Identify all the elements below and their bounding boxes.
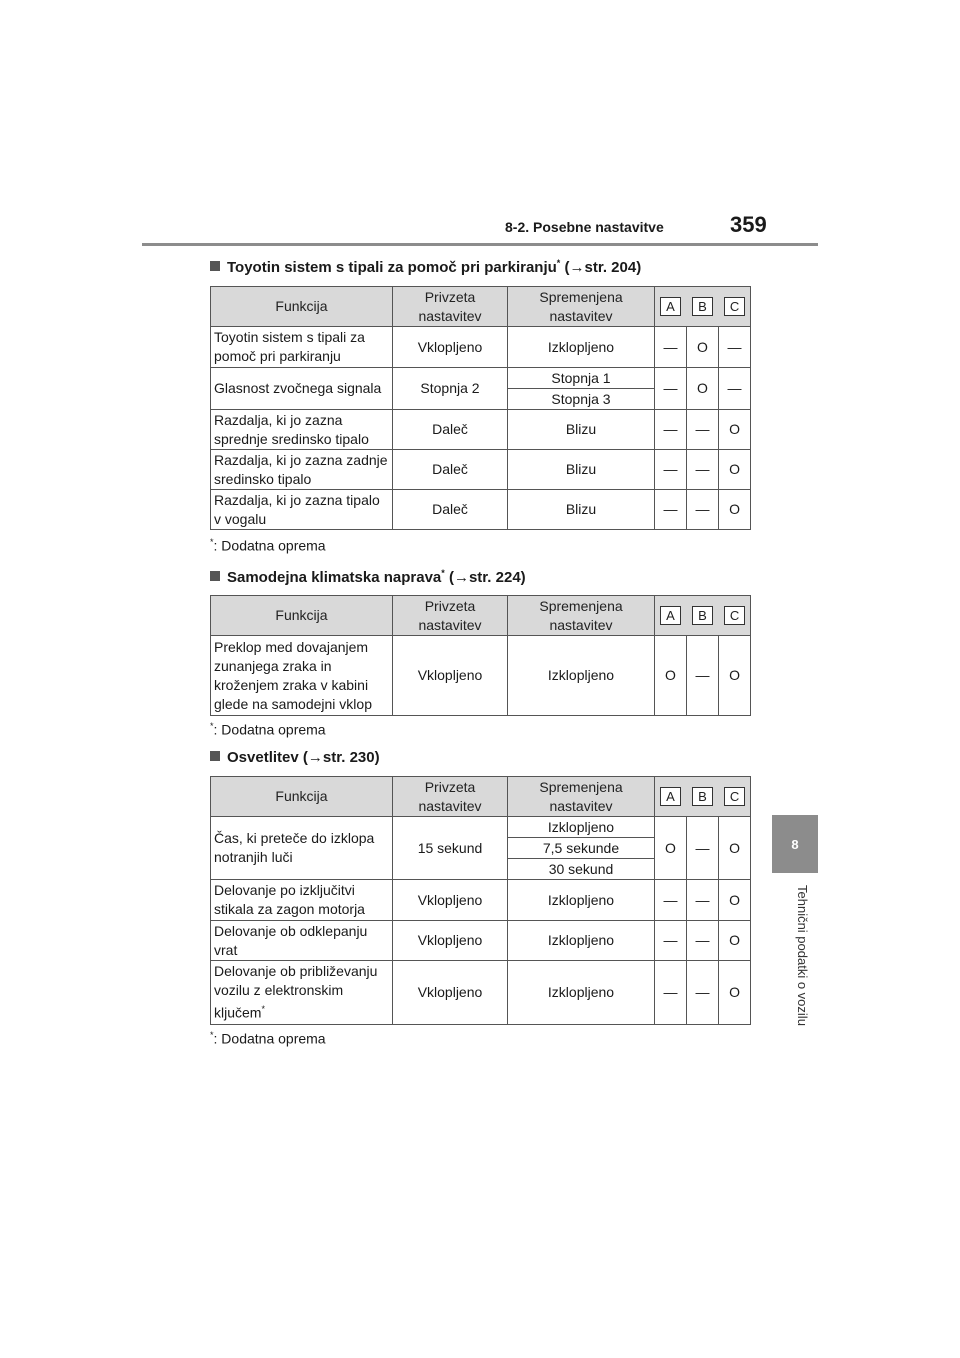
footnote <box>210 1030 326 1047</box>
table-row <box>211 490 751 530</box>
table-row <box>211 961 751 1025</box>
cell-a: O <box>655 636 687 716</box>
letter-b-box: B <box>692 297 713 316</box>
column-header-custom: Spremenjena nastavitev <box>508 287 655 327</box>
cell-custom: Blizu <box>508 490 655 530</box>
section-heading-parking-sensors <box>210 258 641 276</box>
table-header-row <box>211 777 751 817</box>
cell-b: O <box>687 327 719 368</box>
cell-b: — <box>687 817 719 880</box>
column-header-default: Privzeta nastavitev <box>393 596 508 636</box>
square-bullet-icon <box>210 571 220 581</box>
cell-c: O <box>719 817 751 880</box>
table-row <box>211 368 751 389</box>
cell-custom: Stopnja 1 <box>508 368 655 389</box>
page-reference: (→str. 224) <box>448 569 526 586</box>
settings-table-climate <box>210 595 751 716</box>
cell-b: — <box>687 921 719 961</box>
page-reference: (→str. 204) <box>564 259 642 276</box>
cell-c: O <box>719 921 751 961</box>
cell-function: Toyotin sistem s tipali za pomoč pri parkiranju <box>211 327 393 368</box>
letter-b-box: B <box>692 606 713 625</box>
footnote-text: : Dodatna oprema <box>213 1030 326 1047</box>
cell-function: Glasnost zvočnega signala <box>211 368 393 410</box>
letter-a-box: A <box>660 787 681 806</box>
cell-a: — <box>655 921 687 961</box>
cell-custom: Izklopljeno <box>508 636 655 716</box>
cell-c: O <box>719 961 751 1025</box>
cell-function: Čas, ki preteče do izklopa notranjih luči <box>211 817 393 880</box>
section-title: Samodejna klimatska naprava <box>227 569 442 586</box>
table-row <box>211 636 751 716</box>
table-row <box>211 880 751 921</box>
footnote <box>210 721 326 738</box>
cell-function: Razdalja, ki jo zazna tipalo v vogalu <box>211 490 393 530</box>
table-row <box>211 921 751 961</box>
column-header-custom: Spremenjena nastavitev <box>508 596 655 636</box>
cell-default: Daleč <box>393 410 508 450</box>
cell-custom: Izklopljeno <box>508 921 655 961</box>
cell-function: Delovanje ob odklepanju vrat <box>211 921 393 961</box>
cell-default: Vklopljeno <box>393 961 508 1025</box>
page-number: 359 <box>730 212 767 237</box>
cell-default: Daleč <box>393 490 508 530</box>
letter-a-box: A <box>660 606 681 625</box>
table-row <box>211 327 751 368</box>
cell-c: — <box>719 327 751 368</box>
column-header-function: Funkcija <box>211 287 393 327</box>
footnote <box>210 537 326 554</box>
cell-custom: Blizu <box>508 410 655 450</box>
settings-table-parking-sensors <box>210 286 751 530</box>
square-bullet-icon <box>210 751 220 761</box>
table-header-row <box>211 287 751 327</box>
cell-a: — <box>655 368 687 410</box>
cell-b: — <box>687 490 719 530</box>
cell-function: Razdalja, ki jo zazna sprednje sredinsko tipalo <box>211 410 393 450</box>
footnote-text: : Dodatna oprema <box>213 537 326 554</box>
cell-default: Daleč <box>393 450 508 490</box>
footnote-text: : Dodatna oprema <box>213 721 326 738</box>
letter-c-box: C <box>724 297 745 316</box>
cell-b: — <box>687 410 719 450</box>
cell-a: O <box>655 817 687 880</box>
cell-c: — <box>719 368 751 410</box>
cell-a: — <box>655 327 687 368</box>
chapter-side-title: Tehnični podatki o vozilu <box>795 885 810 1026</box>
page-reference: (→str. 230) <box>302 749 380 766</box>
column-header-function: Funkcija <box>211 777 393 817</box>
asterisk: * <box>261 1004 265 1015</box>
section-heading-climate <box>210 568 526 586</box>
cell-a: — <box>655 880 687 921</box>
column-header-abc <box>655 777 751 817</box>
header-section-title: 8-2. Posebne nastavitve <box>505 219 664 235</box>
cell-custom: Izklopljeno <box>508 327 655 368</box>
cell-c: O <box>719 410 751 450</box>
table-row <box>211 450 751 490</box>
cell-function <box>211 961 393 1025</box>
cell-default: Vklopljeno <box>393 636 508 716</box>
cell-default: Vklopljeno <box>393 880 508 921</box>
cell-function: Delovanje po izključitvi stikala za zagon motorja <box>211 880 393 921</box>
letter-b-box: B <box>692 787 713 806</box>
section-title: Toyotin sistem s tipali za pomoč pri parkiranju <box>227 259 557 276</box>
cell-default: Vklopljeno <box>393 921 508 961</box>
section-title: Osvetlitev <box>227 749 299 766</box>
cell-c: O <box>719 880 751 921</box>
cell-function: Razdalja, ki jo zazna zadnje sredinsko tipalo <box>211 450 393 490</box>
header-divider <box>142 243 818 246</box>
cell-b: — <box>687 636 719 716</box>
cell-a: — <box>655 961 687 1025</box>
cell-custom: Izklopljeno <box>508 961 655 1025</box>
column-header-default: Privzeta nastavitev <box>393 287 508 327</box>
cell-custom: Izklopljeno <box>508 817 655 838</box>
cell-c: O <box>719 636 751 716</box>
column-header-default: Privzeta nastavitev <box>393 777 508 817</box>
asterisk: * <box>210 537 214 547</box>
asterisk: * <box>441 568 445 578</box>
cell-custom: Blizu <box>508 450 655 490</box>
cell-default: 15 sekund <box>393 817 508 880</box>
cell-function: Preklop med dovajanjem zunanjega zraka in kroženjem zraka v kabini glede na samodejni vklop <box>211 636 393 716</box>
cell-custom: 30 sekund <box>508 859 655 880</box>
asterisk: * <box>556 258 561 268</box>
cell-b: — <box>687 880 719 921</box>
cell-default: Stopnja 2 <box>393 368 508 410</box>
cell-c: O <box>719 450 751 490</box>
cell-custom: Stopnja 3 <box>508 389 655 410</box>
square-bullet-icon <box>210 261 220 271</box>
cell-custom: 7,5 sekunde <box>508 838 655 859</box>
cell-default: Vklopljeno <box>393 327 508 368</box>
table-header-row <box>211 596 751 636</box>
chapter-tab: 8 <box>772 815 818 873</box>
column-header-function: Funkcija <box>211 596 393 636</box>
column-header-abc <box>655 596 751 636</box>
settings-table-lighting <box>210 776 751 1025</box>
column-header-custom: Spremenjena nastavitev <box>508 777 655 817</box>
letter-c-box: C <box>724 606 745 625</box>
cell-a: — <box>655 490 687 530</box>
cell-b: — <box>687 450 719 490</box>
table-row <box>211 817 751 838</box>
cell-b: — <box>687 961 719 1025</box>
cell-c: O <box>719 490 751 530</box>
letter-c-box: C <box>724 787 745 806</box>
cell-a: — <box>655 450 687 490</box>
section-heading-lighting <box>210 749 380 766</box>
cell-a: — <box>655 410 687 450</box>
table-row <box>211 410 751 450</box>
cell-b: O <box>687 368 719 410</box>
cell-custom: Izklopljeno <box>508 880 655 921</box>
column-header-abc <box>655 287 751 327</box>
letter-a-box: A <box>660 297 681 316</box>
asterisk: * <box>210 1030 214 1040</box>
asterisk: * <box>210 721 214 731</box>
cell-function-text: Delovanje ob približevanju vozilu z elektronskim ključem <box>214 963 378 1021</box>
